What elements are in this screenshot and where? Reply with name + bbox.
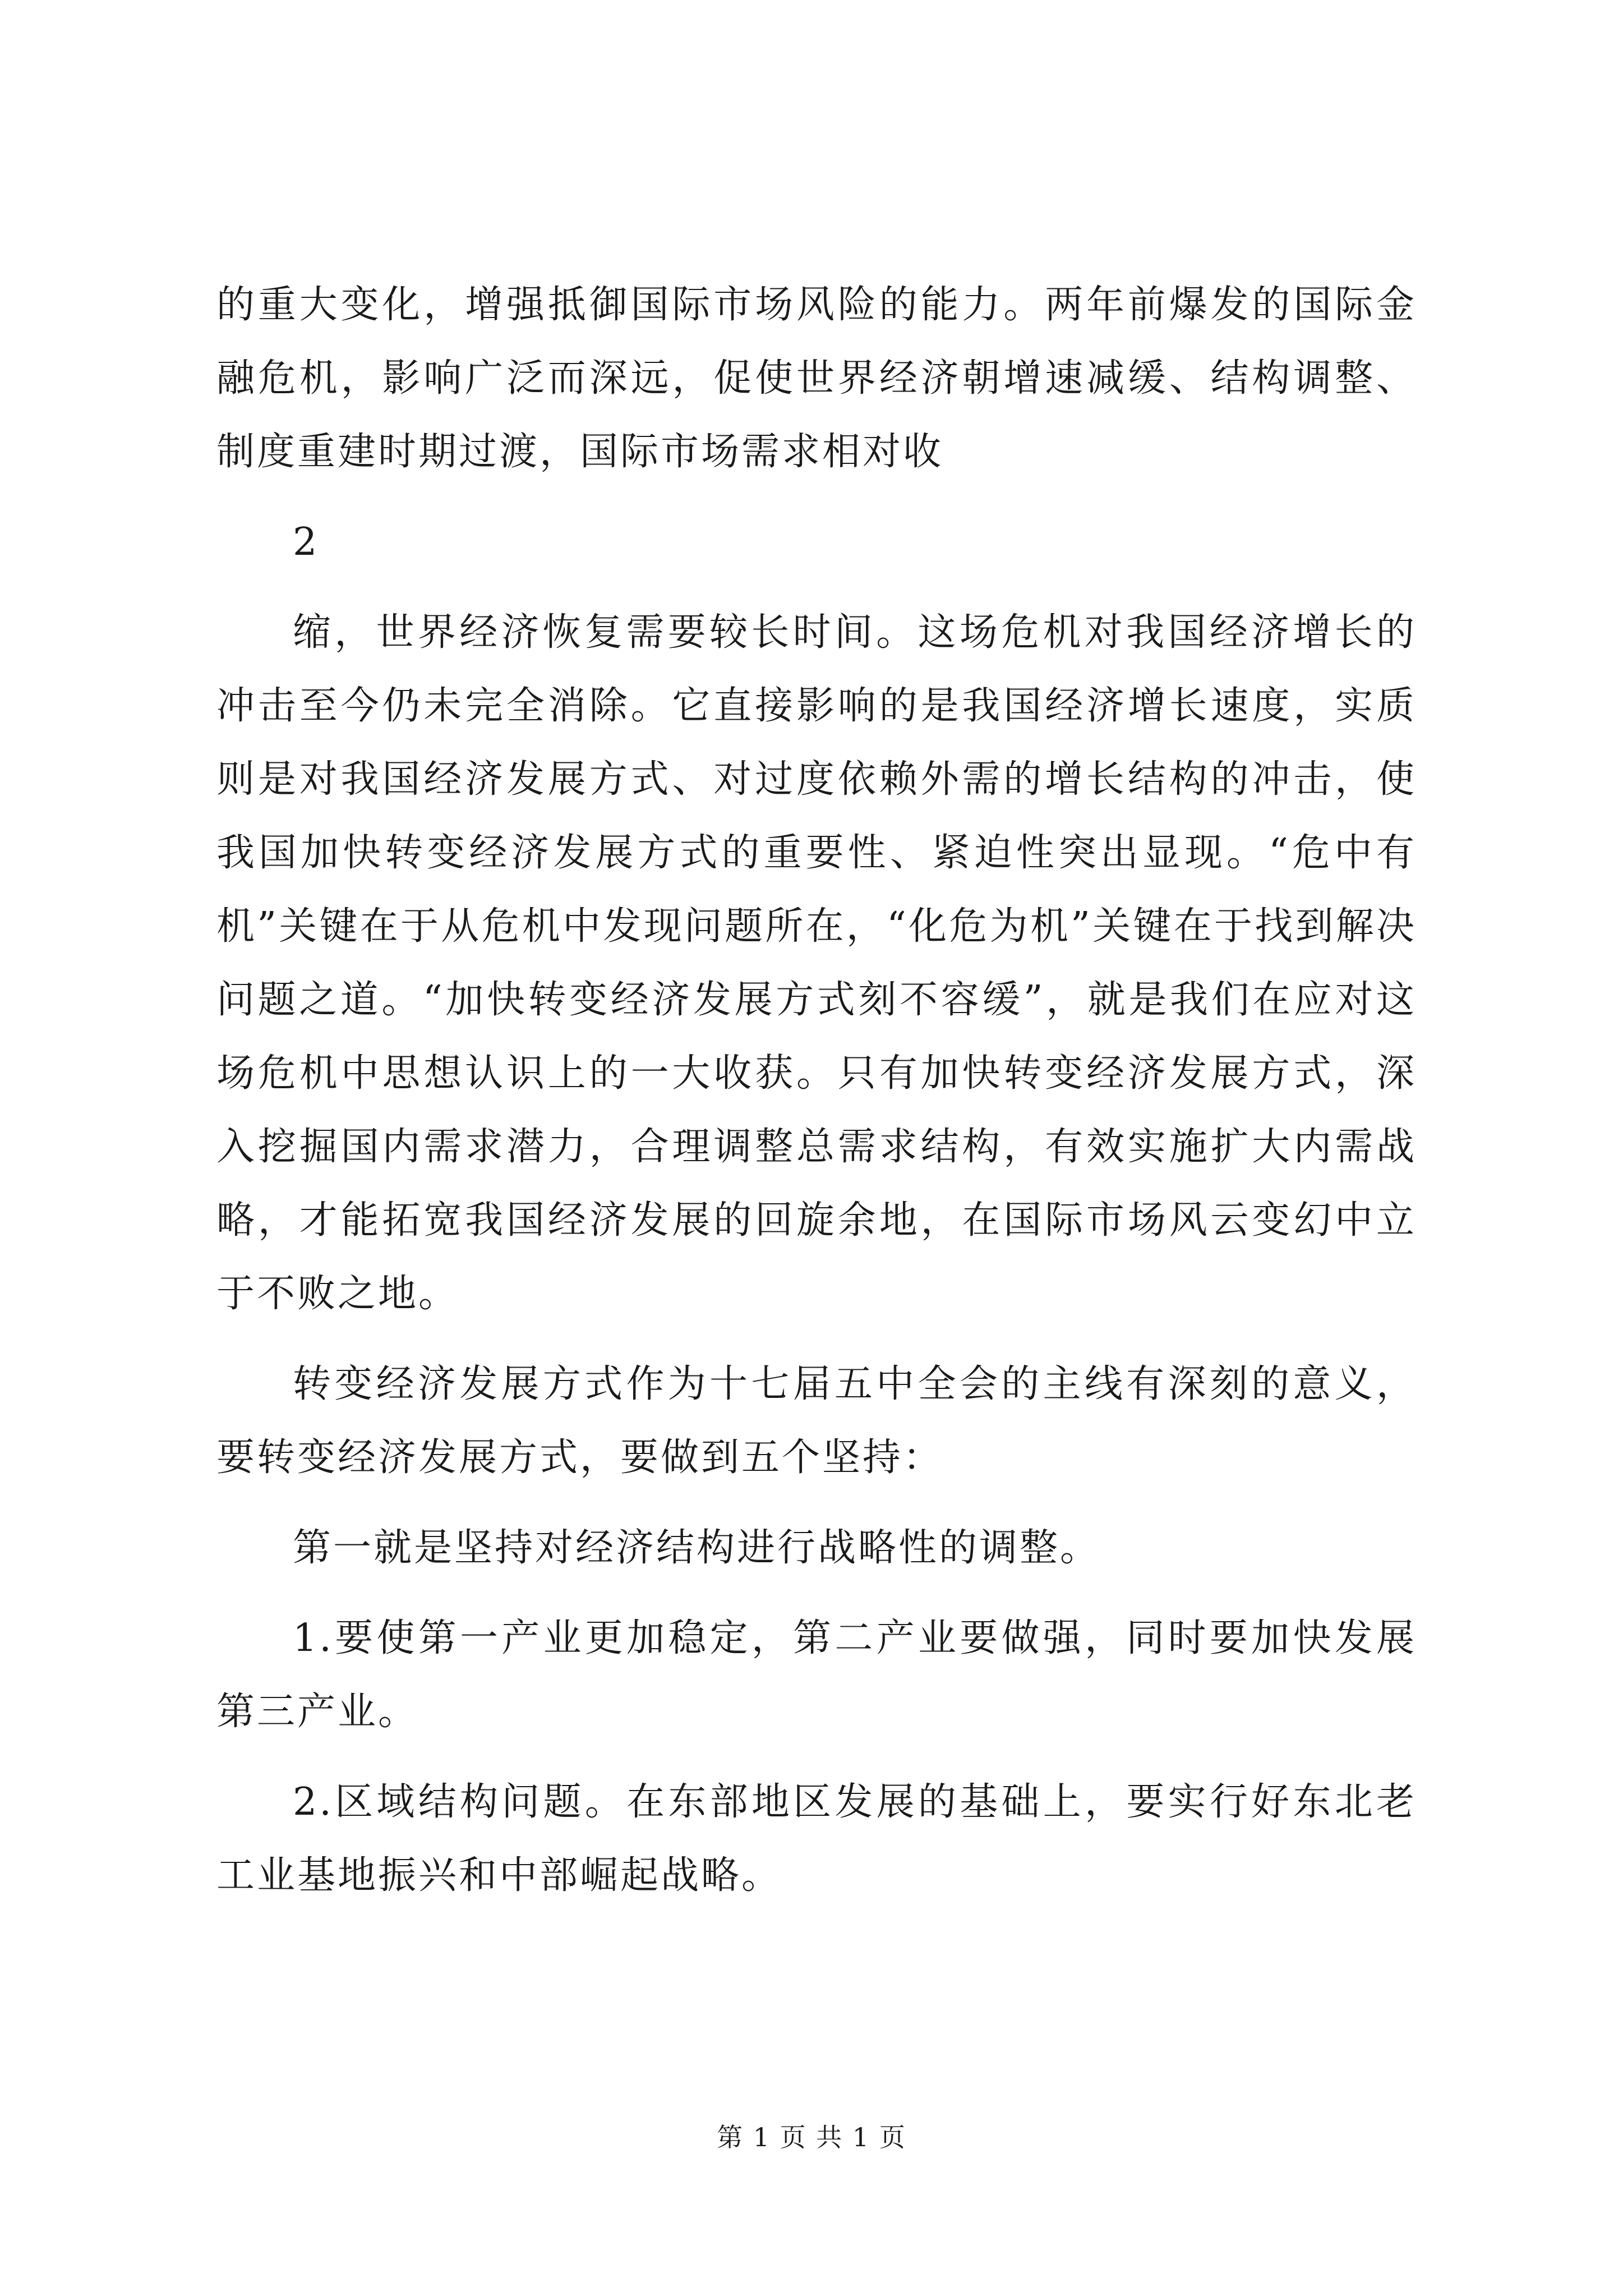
paragraph-five-principles: 转变经济发展方式作为十七届五中全会的主线有深刻的意义，要转变经济发展方式，要做到五个坚持：	[216, 1362, 1417, 1480]
paragraph-first-principle: 第一就是坚持对经济结构进行战略性的调整。	[293, 1526, 1101, 1570]
page-footer: 第 1 页 共 1 页	[717, 2122, 906, 2152]
list-item-1: 1.要使第一产业更加稳定，第二产业要做强，同时要加快发展第三产业。	[216, 1616, 1417, 1734]
document-body	[216, 268, 1417, 1912]
inline-page-number: 2	[293, 520, 317, 564]
list-item-2: 2.区域结构问题。在东部地区发展的基础上，要实行好东北老工业基地振兴和中部崛起战略。	[216, 1780, 1417, 1898]
paragraph-crisis-impact: 缩，世界经济恢复需要较长时间。这场危机对我国经济增长的冲击至今仍未完全消除。它直接影响的是我国经济增长速度，实质则是对我国经济发展方式、对过度依赖外需的增长结构的冲击，使我国加快转变经济发展方式的重要性、紧迫性突出显现。“危中有机”关键在于从危机中发现问题所在，“化危为机”关键在于找到解决问题之道。“加快转变经济发展方式刻不容缓”，就是我们在应对这场危机中思想认识上的一大收获。只有加快转变经济发展方式，深入挖掘国内需求潜力，合理调整总需求结构，有效实施扩大内需战略，才能拓宽我国经济发展的回旋余地，在国际市场风云变幻中立于不败之地。	[216, 610, 1417, 1316]
paragraph-continued: 的重大变化，增强抵御国际市场风险的能力。两年前爆发的国际金融危机，影响广泛而深远，促使世界经济朝增速减缓、结构调整、制度重建时期过渡，国际市场需求相对收	[216, 283, 1417, 474]
